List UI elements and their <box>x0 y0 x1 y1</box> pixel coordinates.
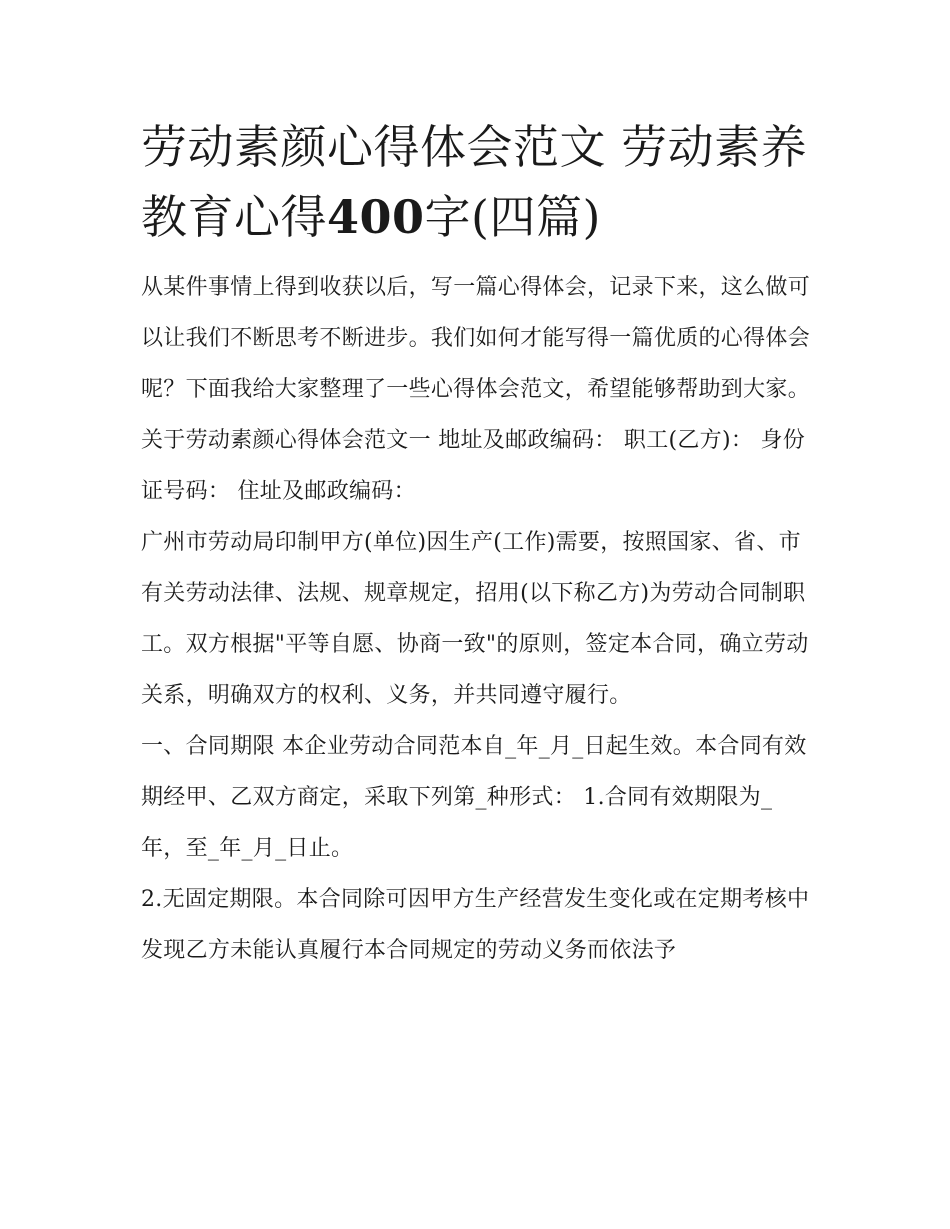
paragraph-contract-header: 关于劳动素颜心得体会范文一 地址及邮政编码： 职工(乙方)： 身份证号码： 住址及邮政编码： <box>141 428 806 504</box>
paragraph-intro: 从某件事情上得到收获以后，写一篇心得体会，记录下来，这么做可以让我们不断思考不断进步。我们如何才能写得一篇优质的心得体会呢？下面我给大家整理了一些心得体会范文，希望能够帮助到大家。 <box>141 275 811 402</box>
paragraph-contract-preamble: 广州市劳动局印制甲方(单位)因生产(工作)需要，按照国家、省、市有关劳动法律、法规、规章规定，招用(以下称乙方)为劳动合同制职工。双方根据"平等自愿、协商一致"的原则，签定本合同，确立劳动关系，明确双方的权利、义务，并共同遵守履行。 <box>141 530 809 708</box>
document-title: 劳动素颜心得体会范文 劳动素养教育心得400字(四篇) <box>141 120 808 244</box>
paragraph-indefinite-term: 2.无固定期限。本合同除可因甲方生产经营发生变化或在定期考核中发现乙方未能认真履行本合同规定的劳动义务而依法予 <box>141 887 810 963</box>
document-page <box>141 112 813 976</box>
paragraph-contract-term: 一、合同期限 本企业劳动合同范本自_年_月_日起生效。本合同有效期经甲、乙双方商定，采取下列第_种形式： 1.合同有效期限为_年，至_年_月_日止。 <box>141 734 807 861</box>
